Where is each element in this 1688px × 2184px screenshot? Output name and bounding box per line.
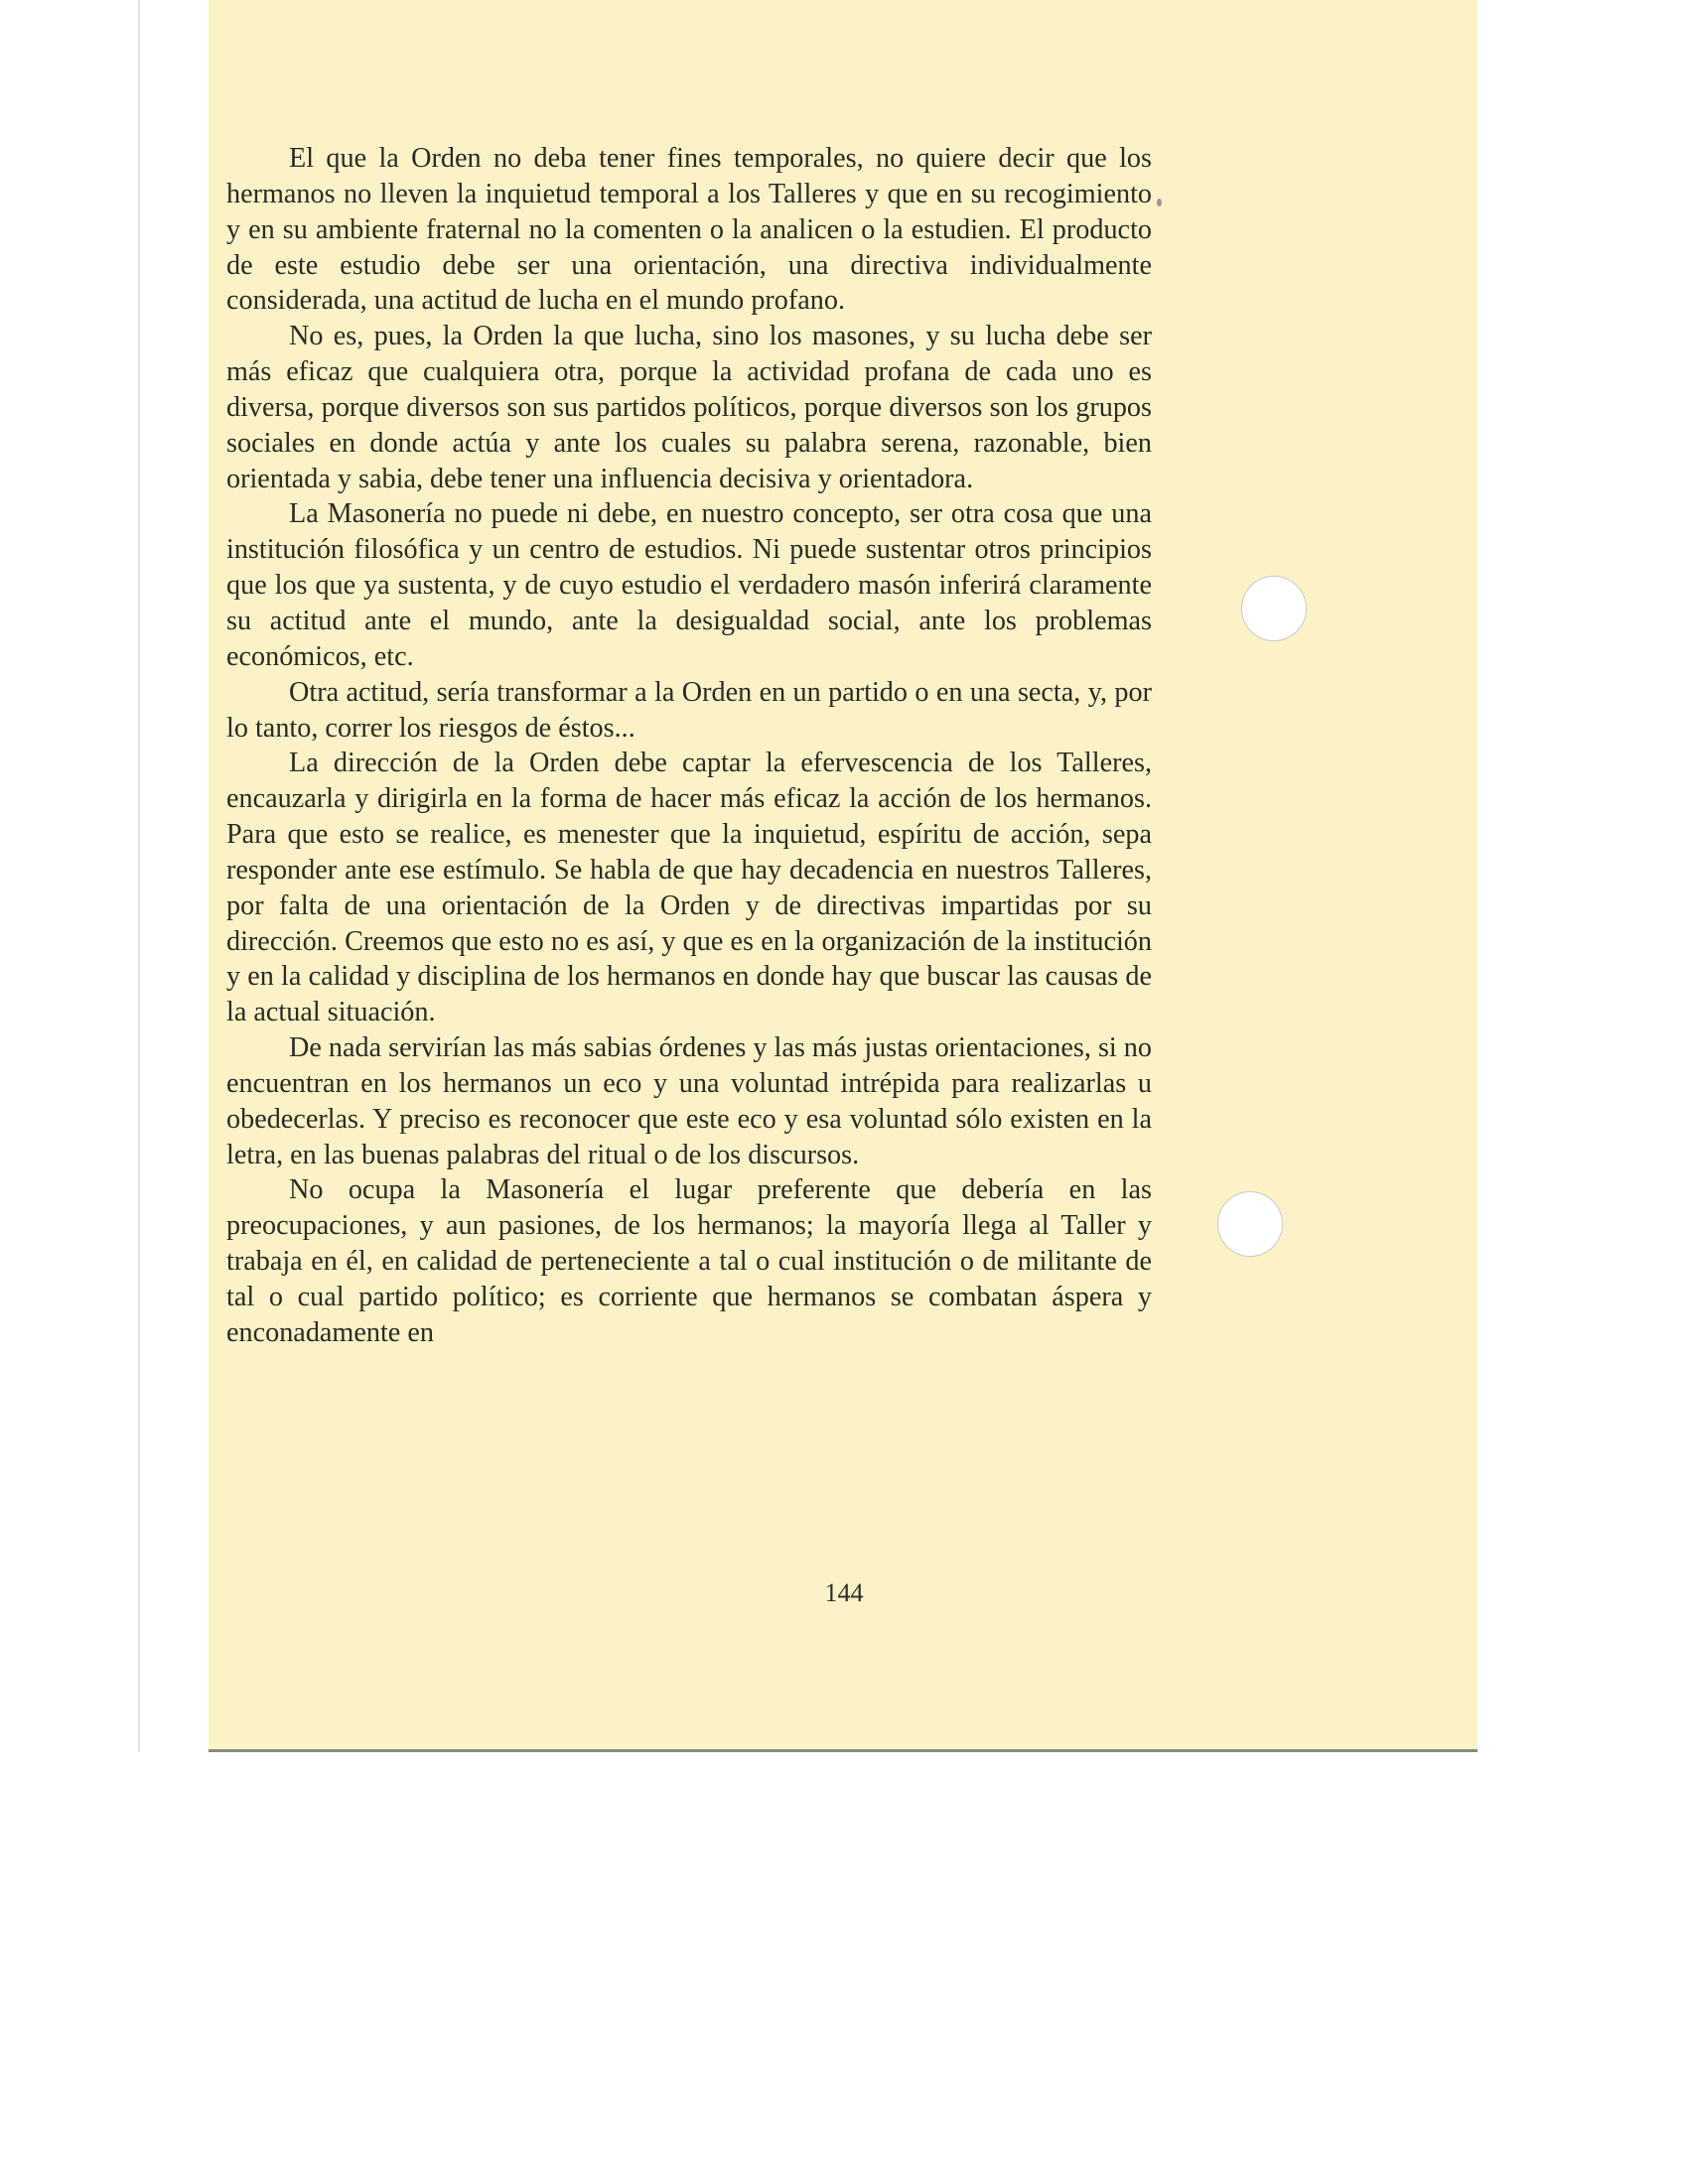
- paragraph-3: La Masonería no puede ni debe, en nuestro concepto, ser otra cosa que una institución filosófica y un centro de estudios. Ni puede sustentar otros principios que los que ya sustenta, y de cuyo estudio el verdadero masón inferirá claramente su actitud ante el mundo, ante la desigualdad social, ante los problemas económicos, etc.: [226, 498, 1152, 672]
- paragraph-5: La dirección de la Orden debe captar la efervescencia de los Talleres, encauzarla y dirigirla en la forma de hacer más eficaz la acción de los hermanos. Para que esto se realice, es menester que la inquietud, espíritu de acción, sepa responder ante ese estímulo. Se habla de que hay decadencia en nuestros Talleres, por falta de una orientación de la Orden y de directivas impartidas por su dirección. Creemos que esto no es así, y que es en la organización de la institución y en la calidad y disciplina de los hermanos en donde hay que buscar las causas de la actual situación.: [226, 748, 1152, 1028]
- paragraph-1: El que la Orden no deba tener fines temporales, no quiere decir que los hermanos no lleven la inquietud temporal a los Talleres y que en su recogimiento y en su ambiente fraternal no la comenten o la analicen o la estudien. El producto de este estudio debe ser una orientación, una directiva individualmente considerada, una actitud de lucha en el mundo profano.: [226, 143, 1152, 317]
- body-text: [226, 141, 1152, 1351]
- paper-speck: [1157, 199, 1162, 206]
- page-number: 144: [824, 1578, 864, 1607]
- paragraph-6: De nada servirían las más sabias órdenes y las más justas orientaciones, si no encuentran en los hermanos un eco y una voluntad intrépida para realizarlas u obedecerlas. Y preciso es reconocer que este eco y esa voluntad sólo existen en la letra, en las buenas palabras del ritual o de los discursos.: [226, 1032, 1152, 1170]
- paragraph-4: Otra actitud, sería transformar a la Orden en un partido o en una secta, y, por lo tanto, correr los riesgos de éstos...: [226, 676, 1152, 744]
- paragraph-7: No ocupa la Masonería el lugar preferente que debería en las preocupaciones, y aun pasiones, de los hermanos; la mayoría llega al Taller y trabaja en él, en calidad de perteneciente a tal o cual institución o de militante de tal o cual partido político; es corriente que hermanos se combatan áspera y enconadamente en: [226, 1174, 1152, 1348]
- punch-hole-bottom: [1217, 1191, 1283, 1257]
- scan-edge-line: [138, 0, 140, 1752]
- paragraph-2: No es, pues, la Orden la que lucha, sino los masones, y su lucha debe ser más eficaz que cualquiera otra, porque la actividad profana de cada uno es diversa, porque diversos son sus partidos políticos, porque diversos son los grupos sociales en donde actúa y ante los cuales su palabra serena, razonable, bien orientada y sabia, debe tener una influencia decisiva y orientadora.: [226, 321, 1152, 494]
- punch-hole-top: [1241, 576, 1307, 641]
